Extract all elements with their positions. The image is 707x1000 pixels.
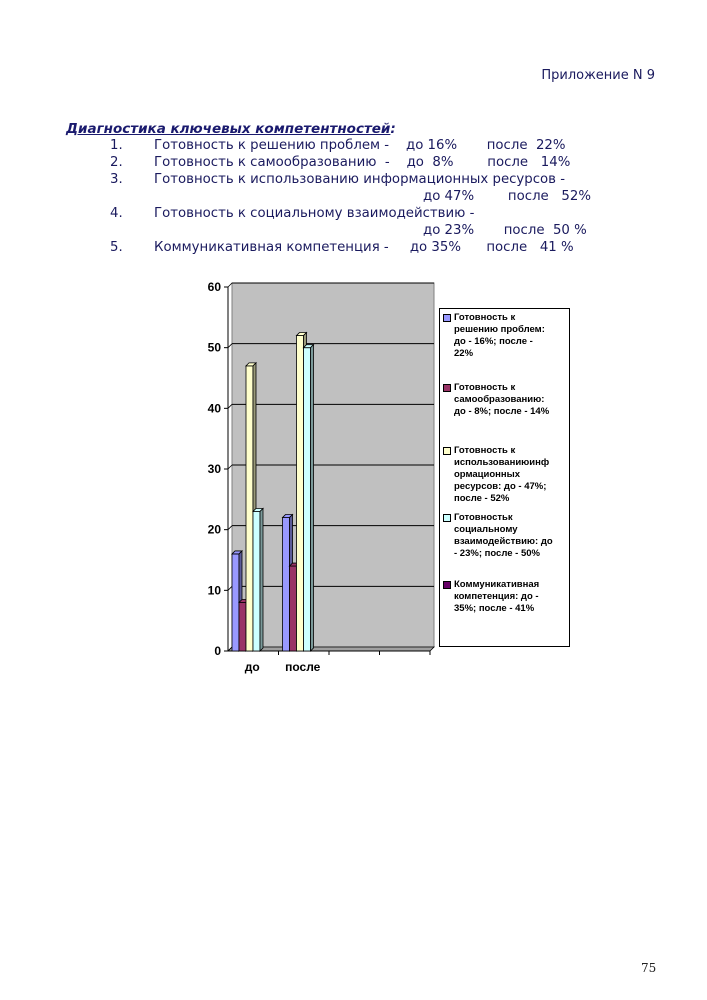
legend-label-line: Готовность к: [454, 312, 516, 323]
legend-label-line: Готовность к: [454, 382, 516, 393]
legend-label: [454, 512, 567, 560]
y-tick-label: 10: [207, 583, 221, 598]
legend-label-line: 35%; после - 41%: [454, 603, 535, 614]
legend-swatch: [443, 581, 451, 589]
y-tick-label: 40: [207, 401, 221, 416]
heading-title: Диагностика ключевых компетентностей: [66, 121, 391, 137]
legend-label-line: Готовность к: [454, 445, 516, 456]
legend-label-line: компетенция: до -: [454, 591, 539, 602]
list-item-text: Готовность к самообразованию - до 8% после 14%: [154, 155, 571, 170]
legend-label-line: до - 8%; после - 14%: [454, 406, 550, 417]
gridline-depth: [228, 586, 232, 590]
legend-swatch: [443, 514, 451, 522]
list-item-number: 2.: [110, 155, 123, 170]
bar: [246, 366, 253, 651]
legend-swatch: [443, 384, 451, 392]
y-tick-label: 0: [214, 644, 221, 658]
bar: [283, 518, 290, 651]
x-category-label: после: [285, 660, 321, 674]
legend-label-line: 22%: [454, 348, 474, 359]
list-item-number: 1.: [110, 138, 123, 153]
gridline-depth: [228, 404, 232, 408]
bar: [290, 566, 297, 651]
legend-swatch: [443, 447, 451, 455]
legend-label: [454, 312, 567, 360]
y-tick-label: 50: [207, 340, 221, 355]
heading-colon: :: [390, 121, 396, 137]
legend-label-line: после - 52%: [454, 493, 510, 504]
bar: [239, 602, 246, 651]
bar: [304, 348, 311, 651]
list-item-text: Готовность к использованию информационных ресурсов -: [154, 172, 566, 187]
legend-label-line: до - 16%; после -: [454, 336, 533, 347]
gridline-depth: [228, 344, 232, 348]
legend-label-line: социальному: [454, 524, 518, 535]
bar: [297, 336, 304, 651]
legend-label-line: - 23%; после - 50%: [454, 548, 540, 559]
legend-label-line: самообразованию:: [454, 394, 545, 405]
legend-label-line: взаимодействию: до: [454, 536, 553, 547]
legend-label-line: Коммуникативная: [454, 579, 540, 590]
y-tick-label: 20: [207, 522, 221, 537]
bar: [232, 554, 239, 651]
legend-label-line: ресурсов: до - 47%;: [454, 481, 547, 492]
legend-label-line: ормационных: [454, 469, 521, 480]
legend-label-line: решению проблем:: [454, 324, 545, 335]
legend-label: [454, 579, 567, 615]
legend-swatch: [443, 314, 451, 322]
appendix-label: Приложение N 9: [541, 68, 655, 83]
bar-side: [311, 345, 314, 651]
y-tick-label: 60: [207, 280, 221, 294]
list-item-number: 4.: [110, 206, 123, 221]
gridline-depth: [228, 526, 232, 530]
legend-label-line: Готовностьк: [454, 512, 513, 523]
legend-label-line: использованиюинф: [454, 457, 550, 468]
page-number: 75: [641, 961, 657, 975]
bar-side: [260, 508, 263, 651]
list-item-text: Готовность к социальному взаимодействию -: [154, 206, 475, 221]
x-category-label: до: [244, 660, 260, 674]
list-item-number: 3.: [110, 172, 123, 187]
gridline-depth: [228, 283, 232, 287]
list-item-text: Коммуникативная компетенция - до 35% после 41 %: [154, 240, 574, 255]
gridline-depth: [228, 465, 232, 469]
y-tick-label: 30: [207, 462, 221, 476]
legend-label: [454, 445, 567, 505]
list-item-text: Готовность к решению проблем - до 16% после 22%: [154, 138, 566, 153]
list-item-values: до 47% после 52%: [423, 189, 591, 204]
legend-label: [454, 382, 567, 418]
list-item-number: 5.: [110, 240, 123, 255]
bar: [253, 511, 260, 651]
chart-legend: [439, 308, 570, 647]
list-item-values: до 23% после 50 %: [423, 223, 587, 238]
